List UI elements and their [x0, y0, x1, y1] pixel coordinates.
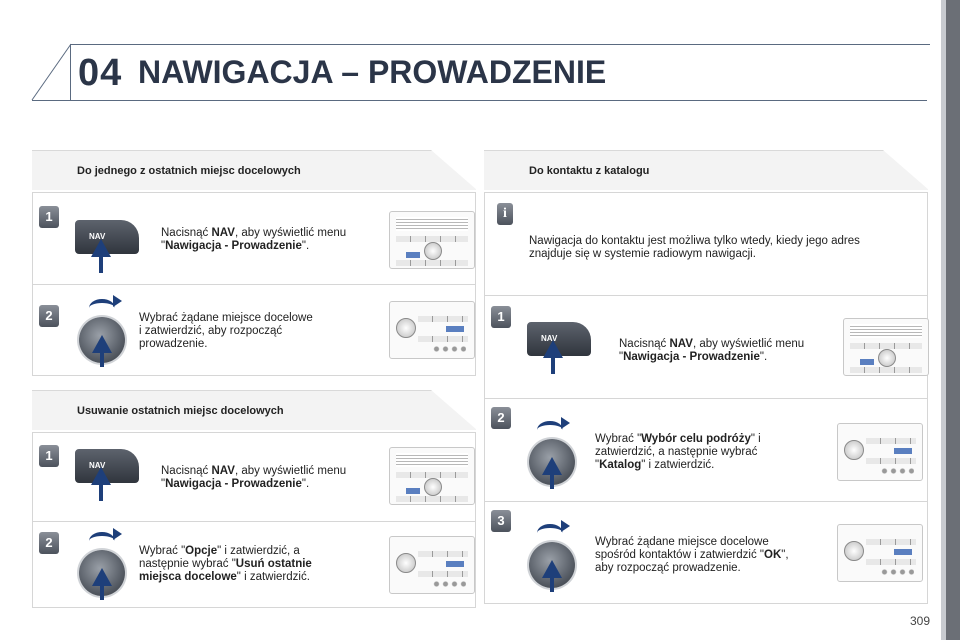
arrow-up-icon: [91, 239, 111, 257]
arrow-up-icon: [542, 560, 562, 578]
radio-unit-image: [389, 301, 475, 359]
radio-unit-image: [837, 423, 923, 481]
step-badge: 1: [39, 206, 59, 228]
arrow-up-icon: [99, 483, 103, 501]
step-text: Nacisnąć NAV, aby wyświetlić menu "Nawigacja - Prowadzenie".: [619, 338, 805, 363]
step-text: Wybrać żądane miejsce docelowe i zatwierdzić, aby rozpocząć prowadzenie.: [139, 312, 313, 350]
rotate-arrow-icon: [537, 421, 563, 439]
page-title: NAWIGACJA – PROWADZENIE: [138, 54, 607, 90]
step-row: [32, 432, 476, 522]
header-underline: [32, 100, 927, 101]
section-header-recent: [32, 150, 476, 190]
arrow-up-icon: [92, 568, 112, 586]
arrow-up-icon: [542, 457, 562, 475]
arrow-up-icon: [91, 467, 111, 485]
step-badge: 1: [39, 445, 59, 467]
arrow-up-icon: [550, 473, 554, 489]
info-icon: i: [497, 203, 513, 225]
section-header-contact: [484, 150, 928, 190]
nav-label: NAV: [89, 232, 106, 241]
step-text: Nacisnąć NAV, aby wyświetlić menu "Nawigacja - Prowadzenie".: [161, 465, 347, 490]
step-row: [484, 501, 928, 604]
header-corner: [30, 42, 74, 104]
step-badge: 3: [491, 510, 511, 532]
info-text: Nawigacja do kontaktu jest możliwa tylko wtedy, kiedy jego adres znajduje się w systemie radiowym nawigacji.: [529, 235, 860, 260]
sidebar-tab: [946, 0, 960, 640]
rotate-arrow-icon: [89, 532, 115, 550]
step-badge: 2: [39, 305, 59, 327]
section-title: Do kontaktu z katalogu: [529, 165, 650, 177]
step-text: Wybrać "Opcje" i zatwierdzić, a następnie wybrać "Usuń ostatnie miejsca docelowe" i zatwierdzić.: [139, 545, 312, 583]
step-text: Nacisnąć NAV, aby wyświetlić menu "Nawigacja - Prowadzenie".: [161, 227, 347, 252]
rotate-arrow-icon: [113, 295, 122, 307]
radio-unit-image: [843, 318, 929, 376]
step-row: [32, 192, 476, 285]
radio-unit-image: [389, 211, 475, 269]
rotate-arrow-icon: [89, 299, 115, 317]
info-row: [484, 192, 928, 296]
step-text: Wybrać żądane miejsce docelowe spośród kontaktów i zatwierdzić "OK", aby rozpocząć prowadzenie.: [595, 536, 789, 574]
arrow-up-icon: [550, 576, 554, 592]
rotate-arrow-icon: [561, 520, 570, 532]
section-title: Usuwanie ostatnich miejsc docelowych: [77, 405, 284, 417]
nav-label: NAV: [89, 461, 106, 470]
section-header-delete: [32, 390, 476, 430]
nav-label: NAV: [541, 334, 558, 343]
step-badge: 1: [491, 306, 511, 328]
rotate-arrow-icon: [561, 417, 570, 429]
step-badge: 2: [491, 407, 511, 429]
arrow-up-icon: [100, 584, 104, 600]
step-row: [484, 398, 928, 502]
radio-unit-image: [837, 524, 923, 582]
section-title: Do jednego z ostatnich miejsc docelowych: [77, 165, 301, 177]
step-row: [484, 295, 928, 399]
step-text: Wybrać "Wybór celu podróży" i zatwierdzić, a następnie wybrać "Katalog" i zatwierdzić.: [595, 433, 761, 471]
chapter-number: 04: [78, 52, 123, 94]
rotate-arrow-icon: [537, 524, 563, 542]
step-badge: 2: [39, 532, 59, 554]
arrow-up-icon: [92, 335, 112, 353]
arrow-up-icon: [100, 351, 104, 367]
radio-unit-image: [389, 447, 475, 505]
page-number: 309: [910, 614, 931, 628]
arrow-up-icon: [99, 255, 103, 273]
rotate-arrow-icon: [113, 528, 122, 540]
arrow-up-icon: [551, 356, 555, 374]
step-row: [32, 284, 476, 376]
arrow-up-icon: [543, 340, 563, 358]
radio-unit-image: [389, 536, 475, 594]
step-row: [32, 521, 476, 608]
